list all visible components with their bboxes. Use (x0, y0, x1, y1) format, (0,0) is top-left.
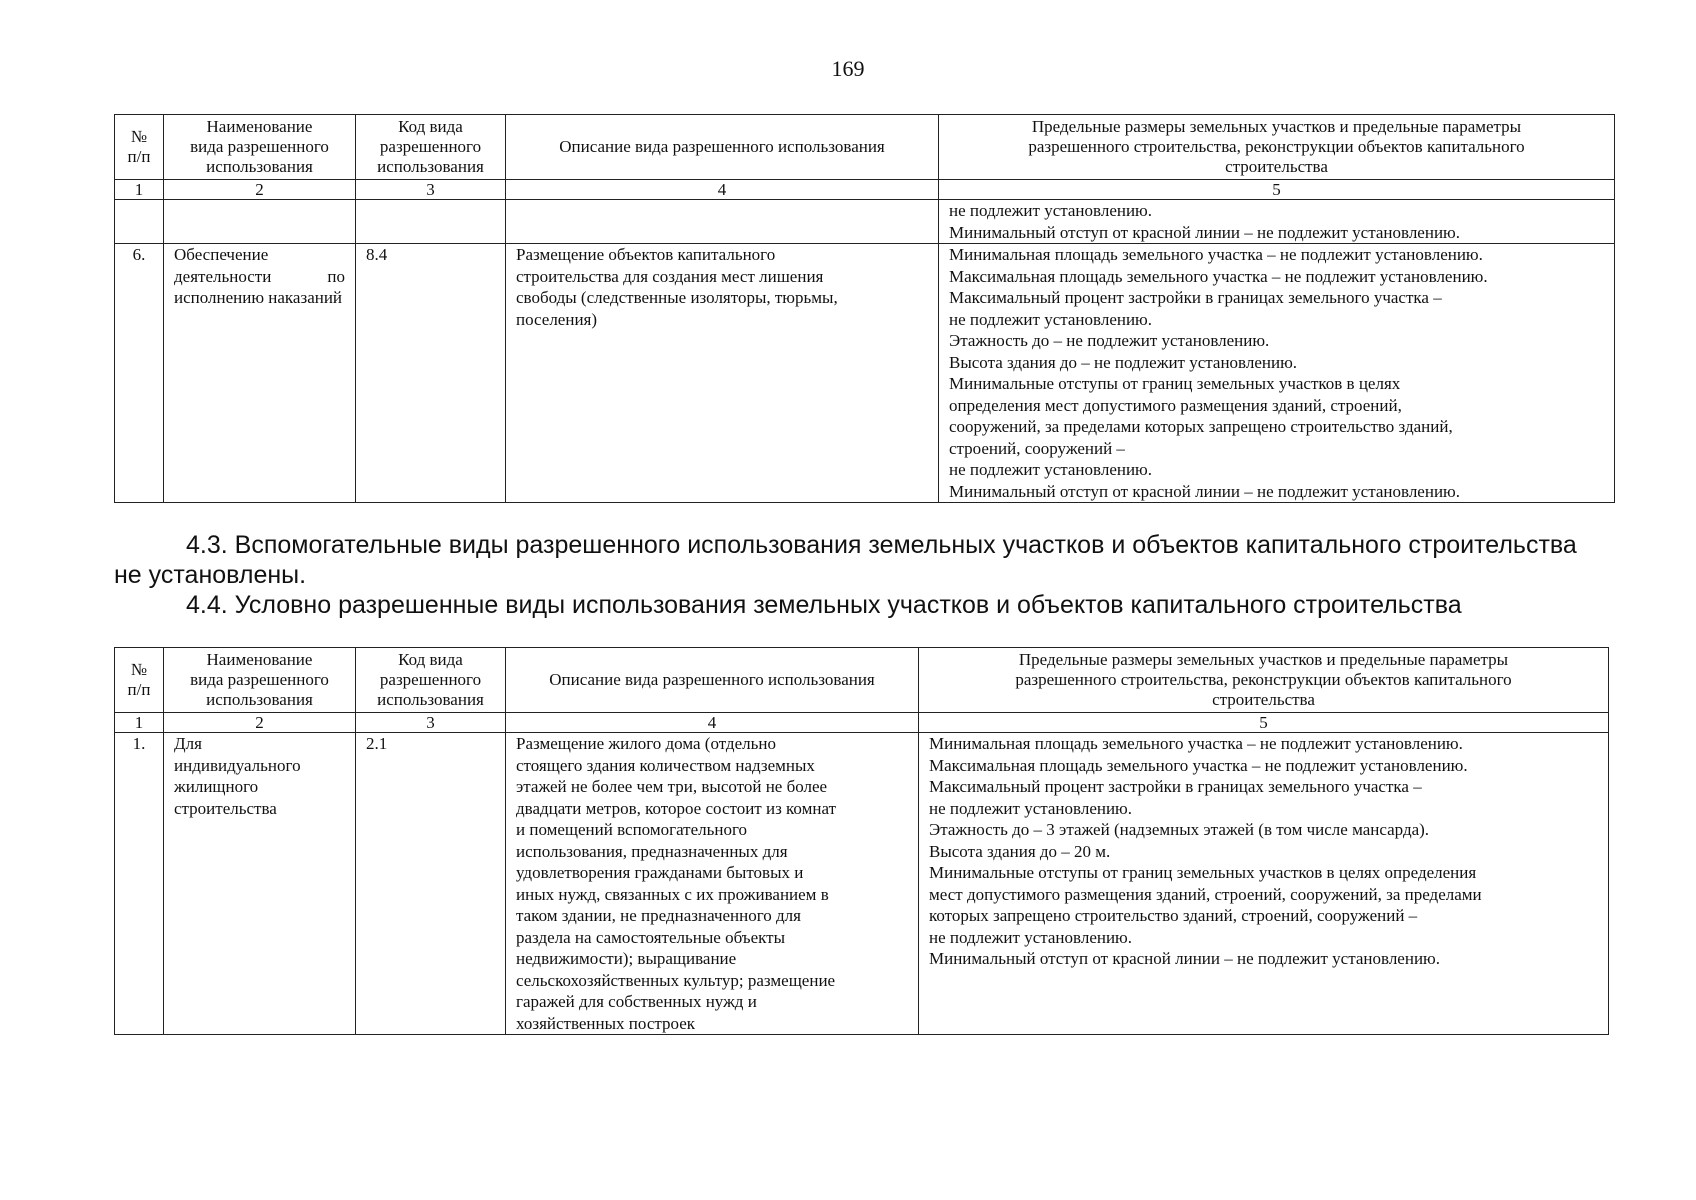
column-index: 1 (115, 180, 164, 200)
table-row (115, 733, 1609, 1035)
param-line: не подлежит установлению. (929, 798, 1133, 818)
description-line: использования, предназначенных для (516, 841, 788, 861)
description-line: таком здании, не предназначенного для (516, 906, 801, 925)
section-4-3-heading-cont: не установлены. (114, 561, 307, 589)
column-index: 2 (164, 713, 356, 733)
row-params (919, 733, 1609, 1035)
header-line: вида разрешенного (190, 670, 329, 689)
description-line: стоящего здания количеством надземных (516, 755, 815, 775)
header-params (939, 115, 1615, 180)
param-line: Минимальный отступ от красной линии – не подлежит установлению. (929, 949, 1440, 968)
row-code: 8.4 (356, 244, 506, 503)
description-line: удовлетворения гражданами бытовых и (516, 863, 804, 882)
header-line: Наименование (206, 650, 313, 669)
header-name (164, 648, 356, 713)
header-num (115, 115, 164, 180)
description-line: недвижимости); выращивание (516, 949, 737, 968)
row-num (115, 200, 164, 244)
header-description: Описание вида разрешенного использования (506, 115, 939, 180)
param-line: Высота здания до – не подлежит установлению. (949, 352, 1298, 372)
param-line: не подлежит установлению. (949, 201, 1153, 220)
column-index: 5 (939, 180, 1615, 200)
row-num: 6. (115, 244, 164, 503)
column-index: 1 (115, 713, 164, 733)
description-line: иных нужд, связанных с их проживанием в (516, 884, 829, 904)
param-line: Минимальная площадь земельного участка – не подлежит установлению. (929, 734, 1463, 753)
param-line: Минимальный отступ от красной линии – не подлежит установлению. (949, 481, 1460, 501)
name-line: индивидуального (174, 755, 301, 775)
description-line: Размещение жилого дома (отдельно (516, 734, 776, 753)
column-index: 3 (356, 713, 506, 733)
param-line: Этажность до – не подлежит установлению. (949, 331, 1270, 350)
row-code (356, 200, 506, 244)
row-name: Обеспечение деятельности по исполнению наказаний (164, 244, 356, 503)
header-line: использования (377, 157, 484, 176)
column-index-row (115, 180, 1615, 200)
param-line: определения мест допустимого размещения зданий, строений, (949, 395, 1402, 415)
column-index: 4 (506, 713, 919, 733)
header-line: разрешенного (379, 137, 482, 156)
page-number: 169 (831, 56, 865, 81)
header-line: вида разрешенного (190, 137, 329, 156)
header-num (115, 648, 164, 713)
param-line: Минимальный отступ от красной линии – не подлежит установлению. (949, 222, 1460, 242)
row-description (506, 200, 939, 244)
name-line: Для (174, 734, 202, 753)
header-line: № (130, 660, 148, 679)
row-name (164, 733, 356, 1035)
header-line: разрешенного (379, 670, 482, 689)
description-line: свободы (следственные изоляторы, тюрьмы, (516, 288, 838, 307)
param-line: Минимальные отступы от границ земельных участков в целях определения (929, 863, 1477, 882)
header-code (356, 115, 506, 180)
header-line: строительства (1212, 690, 1315, 709)
column-index: 3 (356, 180, 506, 200)
param-line: которых запрещено строительство зданий, строений, сооружений – (929, 906, 1418, 925)
param-line: Максимальная площадь земельного участка – не подлежит установлению. (929, 755, 1468, 775)
row-description (506, 244, 939, 503)
column-index-row (115, 713, 1609, 733)
row-params (939, 200, 1615, 244)
param-line: сооружений, за пределами которых запрещено строительство зданий, (949, 417, 1453, 436)
header-line: Предельные размеры земельных участков и предельные параметры (1018, 650, 1509, 669)
description-line: поселения) (516, 309, 598, 329)
description-line: и помещений вспомогательного (516, 820, 748, 839)
header-line: строительства (1225, 157, 1328, 176)
header-line: разрешенного строительства, реконструкции объектов капитального (1028, 137, 1525, 156)
header-code (356, 648, 506, 713)
param-line: Максимальная площадь земельного участка – не подлежит установлению. (949, 266, 1488, 286)
header-line: использования (206, 690, 313, 709)
description-line: строительства для создания мест лишения (516, 266, 824, 286)
header-line: п/п (127, 147, 151, 166)
column-index: 4 (506, 180, 939, 200)
param-line: не подлежит установлению. (949, 460, 1153, 479)
column-index: 5 (919, 713, 1609, 733)
description-line: этажей не более чем три, высотой не более (516, 777, 828, 796)
param-line: Минимальная площадь земельного участка – не подлежит установлению. (949, 245, 1483, 264)
param-line: Высота здания до – 20 м. (929, 841, 1111, 861)
conditional-use-table (114, 647, 1609, 1035)
header-description: Описание вида разрешенного использования (506, 648, 919, 713)
row-name (164, 200, 356, 244)
param-line: Этажность до – 3 этажей (надземных этажей (в том числе мансарда). (929, 820, 1430, 839)
header-line: Наименование (206, 117, 313, 136)
description-line: раздела на самостоятельные объекты (516, 927, 786, 947)
table-row (115, 200, 1615, 244)
description-line: двадцати метров, которое состоит из комнат (516, 798, 836, 818)
header-line: использования (206, 157, 313, 176)
description-line: хозяйственных построек (516, 1013, 696, 1033)
permitted-use-table-continued (114, 114, 1615, 503)
param-line: Минимальные отступы от границ земельных участков в целях (949, 374, 1401, 393)
name-line: жилищного (174, 777, 259, 796)
description-line: Размещение объектов капитального (516, 245, 776, 264)
name-line: строительства (174, 798, 277, 818)
description-line: сельскохозяйственных культур; размещение (516, 970, 836, 990)
header-line: Код вида (398, 117, 463, 136)
param-line: строений, сооружений – (949, 438, 1125, 458)
header-params (919, 648, 1609, 713)
table-header-row (115, 648, 1609, 713)
header-line: разрешенного строительства, реконструкции объектов капитального (1015, 670, 1512, 689)
param-line: Максимальный процент застройки в границах земельного участка – (929, 777, 1422, 796)
param-line: не подлежит установлению. (929, 927, 1133, 947)
row-description (506, 733, 919, 1035)
param-line: не подлежит установлению. (949, 309, 1153, 329)
table-row (115, 244, 1615, 503)
param-line: Максимальный процент застройки в границах земельного участка – (949, 288, 1442, 307)
header-line: п/п (127, 680, 151, 699)
section-4-4-heading: 4.4. Условно разрешенные виды использования земельных участков и объектов капитального строительства (186, 591, 1462, 619)
row-params (939, 244, 1615, 503)
section-4-3-heading: 4.3. Вспомогательные виды разрешенного использования земельных участков и объектов капитального строительства (186, 531, 1577, 559)
header-line: Код вида (398, 650, 463, 669)
header-line: Предельные размеры земельных участков и предельные параметры (1031, 117, 1522, 136)
description-line: гаражей для собственных нужд и (516, 992, 757, 1011)
param-line: мест допустимого размещения зданий, строений, сооружений, за пределами (929, 884, 1482, 904)
row-num: 1. (115, 733, 164, 1035)
row-code: 2.1 (356, 733, 506, 1035)
header-line: использования (377, 690, 484, 709)
table-header-row (115, 115, 1615, 180)
header-name (164, 115, 356, 180)
header-line: № (130, 127, 148, 146)
column-index: 2 (164, 180, 356, 200)
